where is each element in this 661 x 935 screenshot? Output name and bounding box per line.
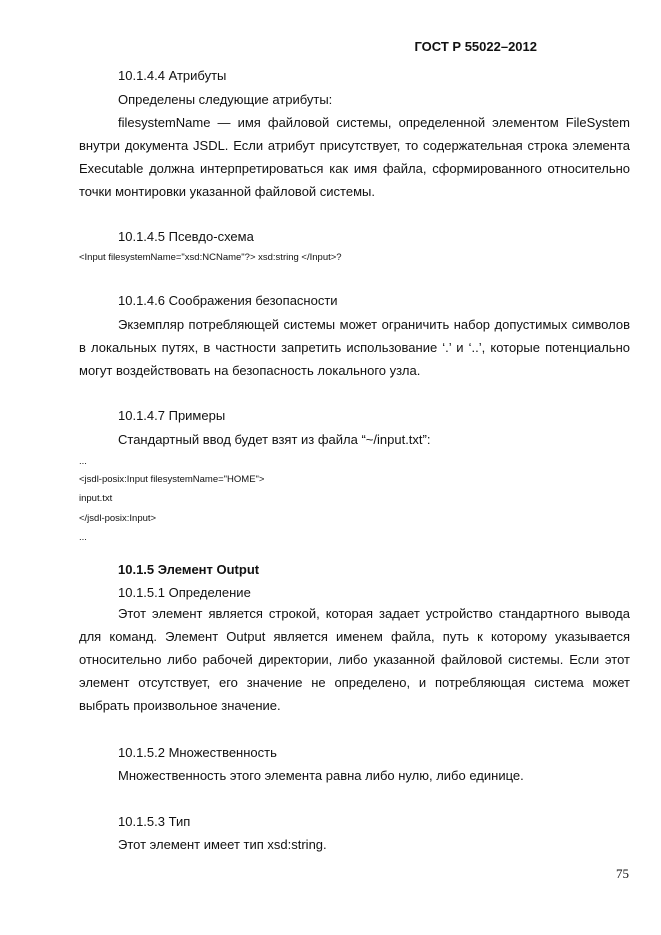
section-heading-10-1-4-7: 10.1.4.7 Примеры bbox=[118, 408, 226, 423]
type-paragraph: Этот элемент имеет тип xsd:string. bbox=[118, 837, 327, 852]
filesystemname-paragraph: filesystemName — имя файловой системы, определенной элементом FileSystem внутри документа JSDL. Если атрибут присутствует, то содержательная строка элемента Executable должна интерпретироваться как имя файла, сформированного относительно точки монтировки указанной файловой системы. bbox=[79, 115, 630, 199]
example-code-line: input.txt bbox=[79, 493, 113, 504]
multiplicity-paragraph: Множественность этого элемента равна либо нулю, либо единице. bbox=[118, 768, 524, 783]
output-definition-paragraph: Этот элемент является строкой, которая задает устройство стандартного вывода для команд. Элемент Output является именем файла, путь к которому указывается относительно либо рабочей директории, либо указанной файловой системы. Если этот элемент отсутствует, его значение не определено, и потребляющая система может выбрать произвольное значение. bbox=[79, 606, 630, 713]
example-code-line: ... bbox=[79, 456, 87, 467]
section-heading-10-1-5-3: 10.1.5.3 Тип bbox=[118, 814, 191, 829]
example-code-line: ... bbox=[79, 532, 87, 543]
example-code-line: </jsdl-posix:Input> bbox=[79, 513, 157, 524]
section-heading-10-1-5-1: 10.1.5.1 Определение bbox=[118, 585, 251, 600]
security-paragraph: Экземпляр потребляющей системы может ограничить набор допустимых символов в локальных путях, в частности запретить использование ‘.’ и ‘..’, которые потенциально могут воздействовать на безопасность локального узла. bbox=[79, 317, 630, 378]
section-heading-10-1-5-2: 10.1.5.2 Множественность bbox=[118, 745, 277, 760]
section-heading-10-1-4-5: 10.1.4.5 Псевдо-схема bbox=[118, 229, 254, 244]
section-heading-10-1-4-4: 10.1.4.4 Атрибуты bbox=[118, 68, 227, 83]
document-id-header: ГОСТ Р 55022–2012 bbox=[414, 39, 537, 54]
example-code-line: <jsdl-posix:Input filesystemName="HOME"> bbox=[79, 474, 265, 485]
section-heading-10-1-4-6: 10.1.4.6 Соображения безопасности bbox=[118, 293, 338, 308]
examples-intro: Стандартный ввод будет взят из файла “~/input.txt”: bbox=[118, 432, 431, 447]
attributes-intro: Определены следующие атрибуты: bbox=[118, 92, 333, 107]
section-heading-10-1-5: 10.1.5 Элемент Output bbox=[118, 562, 260, 577]
page-number: 75 bbox=[616, 866, 629, 881]
pseudo-schema-code: <Input filesystemName="xsd:NCName"?> xsd:string </Input>? bbox=[79, 252, 342, 263]
